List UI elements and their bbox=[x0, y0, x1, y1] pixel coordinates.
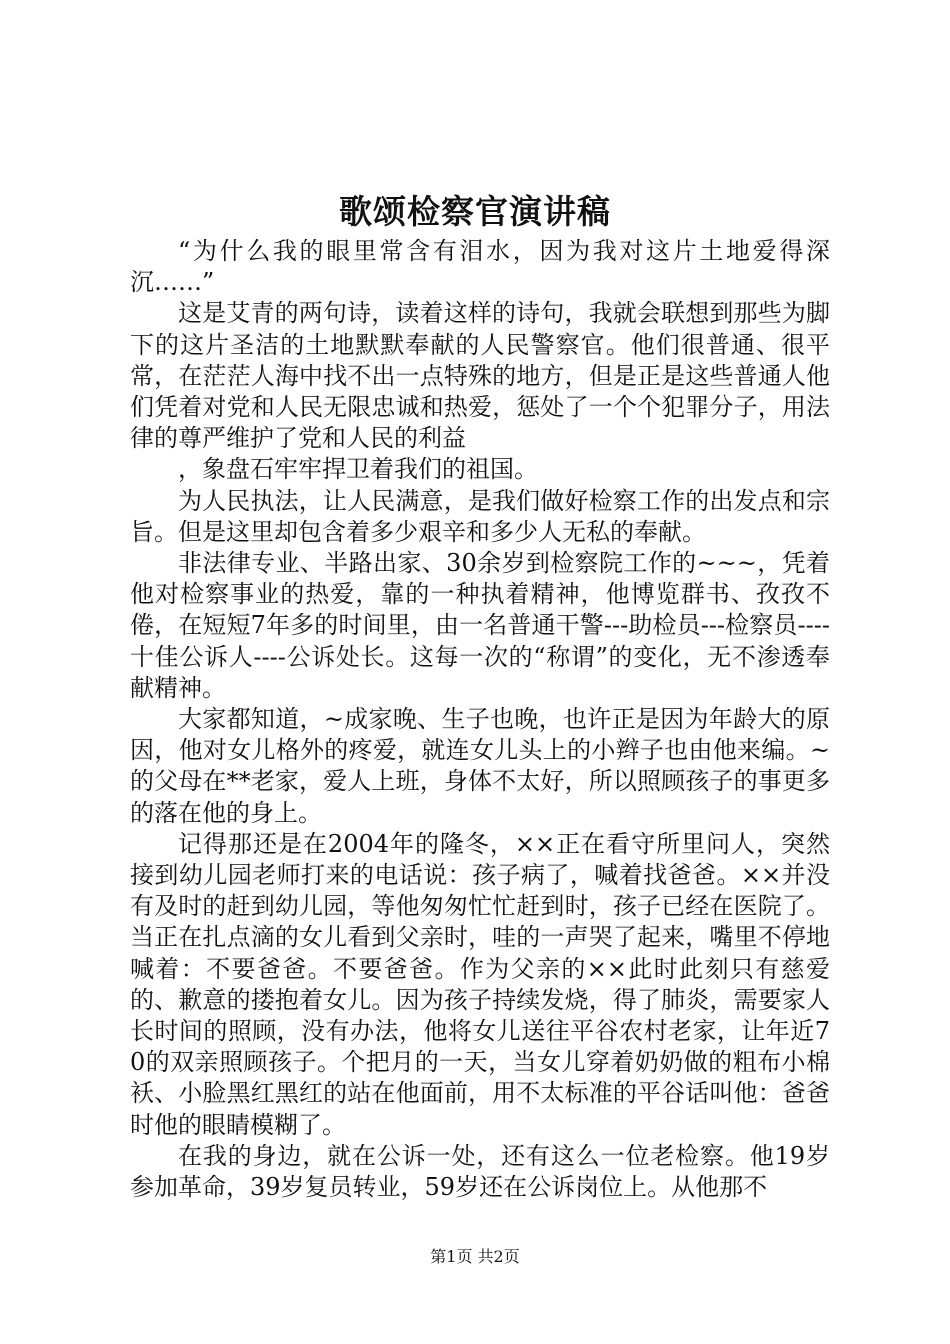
document-body bbox=[130, 236, 830, 1203]
paragraph: 这是艾青的两句诗，读着这样的诗句，我就会联想到那些为脚下的这片圣洁的土地默默奉献的人民警察官。他们很普通、很平常，在茫茫人海中找不出一点特殊的地方，但是正是这些普通人他们凭着对党和人民无限忠诚和热爱，惩处了一个个犯罪分子，用法律的尊严维护了党和人民的利益 bbox=[130, 299, 830, 453]
paragraph: 非法律专业、半路出家、30余岁到检察院工作的~~~，凭着他对检察事业的热爱，靠的一种执着精神，他博览群书、孜孜不倦，在短短7年多的时间里，由一名普通干警---助检员---检察员----十佳公诉人----公诉处长。这每一次的“称谓”的变化，无不渗透奉献精神。 bbox=[130, 549, 830, 702]
paragraph: 为人民执法，让人民满意，是我们做好检察工作的出发点和宗旨。但是这里却包含着多少艰辛和多少人无私的奉献。 bbox=[130, 486, 830, 546]
paragraph: 在我的身边，就在公诉一处，还有这么一位老检察。他19岁参加革命，39岁复员转业，59岁还在公诉岗位上。从他那不 bbox=[130, 1141, 830, 1202]
paragraph: “为什么我的眼里常含有泪水，因为我对这片土地爱得深沉……” bbox=[130, 237, 830, 297]
document-title: 歌颂检察官演讲稿 bbox=[339, 192, 611, 231]
page-footer: 第1页 共2页 bbox=[430, 1247, 520, 1266]
paragraph: ，象盘石牢牢捍卫着我们的祖国。 bbox=[178, 455, 538, 484]
paragraph: 大家都知道，~成家晚、生子也晚，也许正是因为年龄大的原因，他对女儿格外的疼爱，就连女儿头上的小辫子也由他来编。~的父母在**老家，爱人上班，身体不太好，所以照顾孩子的事更多的落在他的身上。 bbox=[130, 705, 830, 827]
paragraph: 记得那还是在2004年的隆冬，××正在看守所里问人，突然接到幼儿园老师打来的电话说：孩子病了，喊着找爸爸。××并没有及时的赶到幼儿园，等他匆匆忙忙赶到时，孩子已经在医院了。当正在扎点滴的女儿看到父亲时，哇的一声哭了起来，嘴里不停地喊着：不要爸爸。不要爸爸。作为父亲的××此时此刻只有慈爱的、歉意的搂抱着女儿。因为孩子持续发烧，得了肺炎，需要家人长时间的照顾，没有办法，他将女儿送往平谷农村老家，让年近70的双亲照顾孩子。个把月的一天，当女儿穿着奶奶做的粗布小棉袄、小脸黑红黑红的站在他面前，用不太标准的平谷话叫他：爸爸时他的眼睛模糊了。 bbox=[130, 829, 830, 1139]
